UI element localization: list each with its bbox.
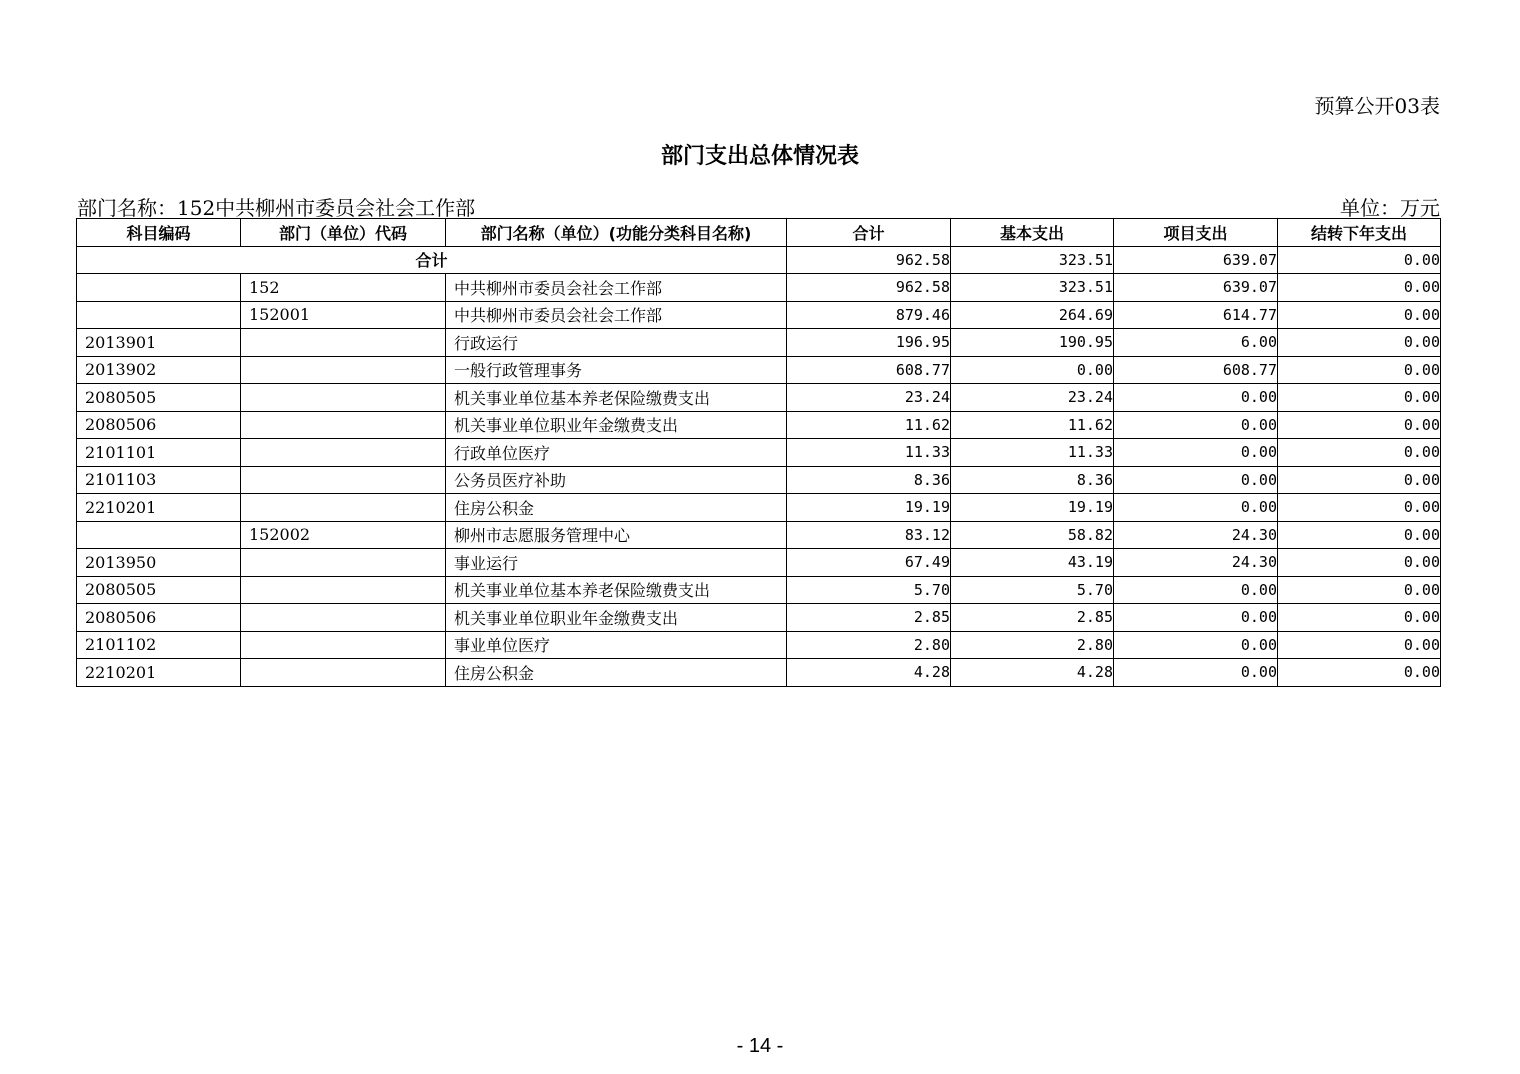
cell-name: 机关事业单位职业年金缴费支出	[446, 604, 787, 632]
cell-subject-code	[77, 274, 241, 302]
cell-project: 0.00	[1114, 659, 1278, 687]
cell-basic: 23.24	[951, 384, 1114, 412]
cell-unit-code	[241, 356, 446, 384]
table-row	[77, 549, 1441, 577]
table-row	[77, 576, 1441, 604]
cell-project: 0.00	[1114, 631, 1278, 659]
table-row	[77, 631, 1441, 659]
cell-total: 83.12	[787, 521, 951, 549]
cell-subject-code: 2080506	[77, 604, 241, 632]
department-name: 部门名称：152中共柳州市委员会社会工作部	[77, 196, 476, 220]
cell-basic: 11.33	[951, 439, 1114, 467]
total-sum: 962.58	[787, 246, 951, 274]
cell-unit-code	[241, 494, 446, 522]
cell-project: 0.00	[1114, 604, 1278, 632]
cell-carryover: 0.00	[1278, 301, 1441, 329]
cell-subject-code: 2013901	[77, 329, 241, 357]
cell-name: 中共柳州市委员会社会工作部	[446, 301, 787, 329]
cell-unit-code: 152002	[241, 521, 446, 549]
cell-project: 0.00	[1114, 494, 1278, 522]
table-row	[77, 439, 1441, 467]
cell-unit-code	[241, 576, 446, 604]
cell-project: 0.00	[1114, 576, 1278, 604]
cell-subject-code	[77, 301, 241, 329]
cell-total: 11.33	[787, 439, 951, 467]
col-header-project: 项目支出	[1114, 219, 1278, 247]
cell-total: 2.80	[787, 631, 951, 659]
cell-project: 0.00	[1114, 439, 1278, 467]
cell-total: 608.77	[787, 356, 951, 384]
cell-carryover: 0.00	[1278, 384, 1441, 412]
col-header-total: 合计	[787, 219, 951, 247]
cell-carryover: 0.00	[1278, 494, 1441, 522]
cell-subject-code: 2101102	[77, 631, 241, 659]
cell-basic: 58.82	[951, 521, 1114, 549]
cell-name: 住房公积金	[446, 494, 787, 522]
cell-total: 196.95	[787, 329, 951, 357]
table-row	[77, 659, 1441, 687]
cell-subject-code: 2013902	[77, 356, 241, 384]
cell-name: 柳州市志愿服务管理中心	[446, 521, 787, 549]
cell-subject-code: 2101103	[77, 466, 241, 494]
cell-carryover: 0.00	[1278, 439, 1441, 467]
cell-project: 614.77	[1114, 301, 1278, 329]
cell-basic: 323.51	[951, 274, 1114, 302]
cell-carryover: 0.00	[1278, 549, 1441, 577]
cell-project: 0.00	[1114, 384, 1278, 412]
table-row	[77, 301, 1441, 329]
cell-total: 23.24	[787, 384, 951, 412]
cell-project: 0.00	[1114, 411, 1278, 439]
cell-unit-code	[241, 466, 446, 494]
meta-row	[77, 192, 1440, 218]
cell-name: 机关事业单位基本养老保险缴费支出	[446, 384, 787, 412]
cell-basic: 0.00	[951, 356, 1114, 384]
table-row	[77, 384, 1441, 412]
cell-carryover: 0.00	[1278, 411, 1441, 439]
cell-basic: 8.36	[951, 466, 1114, 494]
cell-carryover: 0.00	[1278, 466, 1441, 494]
cell-name: 一般行政管理事务	[446, 356, 787, 384]
table-row	[77, 356, 1441, 384]
cell-project: 6.00	[1114, 329, 1278, 357]
cell-project: 24.30	[1114, 521, 1278, 549]
cell-name: 行政运行	[446, 329, 787, 357]
cell-total: 5.70	[787, 576, 951, 604]
col-header-subject-code: 科目编码	[77, 219, 241, 247]
cell-unit-code	[241, 329, 446, 357]
col-header-carryover: 结转下年支出	[1278, 219, 1441, 247]
cell-unit-code: 152001	[241, 301, 446, 329]
total-project: 639.07	[1114, 246, 1278, 274]
cell-name: 事业单位医疗	[446, 631, 787, 659]
cell-carryover: 0.00	[1278, 329, 1441, 357]
cell-total: 879.46	[787, 301, 951, 329]
expenditure-table	[76, 218, 1441, 687]
cell-basic: 264.69	[951, 301, 1114, 329]
table-row	[77, 411, 1441, 439]
unit-label: 单位：万元	[1340, 196, 1440, 220]
cell-basic: 2.85	[951, 604, 1114, 632]
cell-name: 行政单位医疗	[446, 439, 787, 467]
cell-total: 19.19	[787, 494, 951, 522]
table-row	[77, 494, 1441, 522]
cell-carryover: 0.00	[1278, 521, 1441, 549]
cell-carryover: 0.00	[1278, 274, 1441, 302]
cell-name: 机关事业单位职业年金缴费支出	[446, 411, 787, 439]
table-row	[77, 604, 1441, 632]
table-number: 预算公开03表	[1314, 94, 1440, 118]
cell-basic: 5.70	[951, 576, 1114, 604]
cell-total: 4.28	[787, 659, 951, 687]
cell-name: 机关事业单位基本养老保险缴费支出	[446, 576, 787, 604]
cell-subject-code: 2101101	[77, 439, 241, 467]
cell-carryover: 0.00	[1278, 659, 1441, 687]
cell-carryover: 0.00	[1278, 356, 1441, 384]
cell-subject-code: 2080506	[77, 411, 241, 439]
cell-unit-code	[241, 411, 446, 439]
cell-total: 8.36	[787, 466, 951, 494]
cell-total: 2.85	[787, 604, 951, 632]
cell-subject-code: 2013950	[77, 549, 241, 577]
cell-carryover: 0.00	[1278, 576, 1441, 604]
table-row	[77, 329, 1441, 357]
cell-unit-code	[241, 439, 446, 467]
cell-subject-code: 2210201	[77, 494, 241, 522]
page-title: 部门支出总体情况表	[660, 144, 859, 169]
cell-project: 608.77	[1114, 356, 1278, 384]
cell-unit-code	[241, 604, 446, 632]
cell-carryover: 0.00	[1278, 631, 1441, 659]
cell-unit-code: 152	[241, 274, 446, 302]
cell-total: 67.49	[787, 549, 951, 577]
cell-name: 公务员医疗补助	[446, 466, 787, 494]
cell-basic: 2.80	[951, 631, 1114, 659]
cell-project: 639.07	[1114, 274, 1278, 302]
cell-name: 住房公积金	[446, 659, 787, 687]
col-header-basic: 基本支出	[951, 219, 1114, 247]
cell-basic: 43.19	[951, 549, 1114, 577]
total-label: 合计	[77, 246, 787, 274]
col-header-unit-code: 部门（单位）代码	[241, 219, 446, 247]
col-header-name: 部门名称（单位）(功能分类科目名称)	[446, 219, 787, 247]
total-carryover: 0.00	[1278, 246, 1441, 274]
table-row	[77, 521, 1441, 549]
cell-basic: 190.95	[951, 329, 1114, 357]
cell-unit-code	[241, 659, 446, 687]
cell-basic: 11.62	[951, 411, 1114, 439]
header-row	[77, 219, 1441, 247]
cell-total: 962.58	[787, 274, 951, 302]
total-row	[77, 246, 1441, 274]
cell-name: 事业运行	[446, 549, 787, 577]
cell-project: 24.30	[1114, 549, 1278, 577]
table-row	[77, 274, 1441, 302]
table-row	[77, 466, 1441, 494]
cell-unit-code	[241, 631, 446, 659]
cell-total: 11.62	[787, 411, 951, 439]
cell-basic: 4.28	[951, 659, 1114, 687]
cell-subject-code: 2210201	[77, 659, 241, 687]
cell-subject-code	[77, 521, 241, 549]
total-basic: 323.51	[951, 246, 1114, 274]
cell-subject-code: 2080505	[77, 576, 241, 604]
page-number: - 14 -	[736, 1035, 784, 1057]
cell-unit-code	[241, 384, 446, 412]
cell-unit-code	[241, 549, 446, 577]
cell-name: 中共柳州市委员会社会工作部	[446, 274, 787, 302]
cell-project: 0.00	[1114, 466, 1278, 494]
cell-basic: 19.19	[951, 494, 1114, 522]
cell-subject-code: 2080505	[77, 384, 241, 412]
cell-carryover: 0.00	[1278, 604, 1441, 632]
